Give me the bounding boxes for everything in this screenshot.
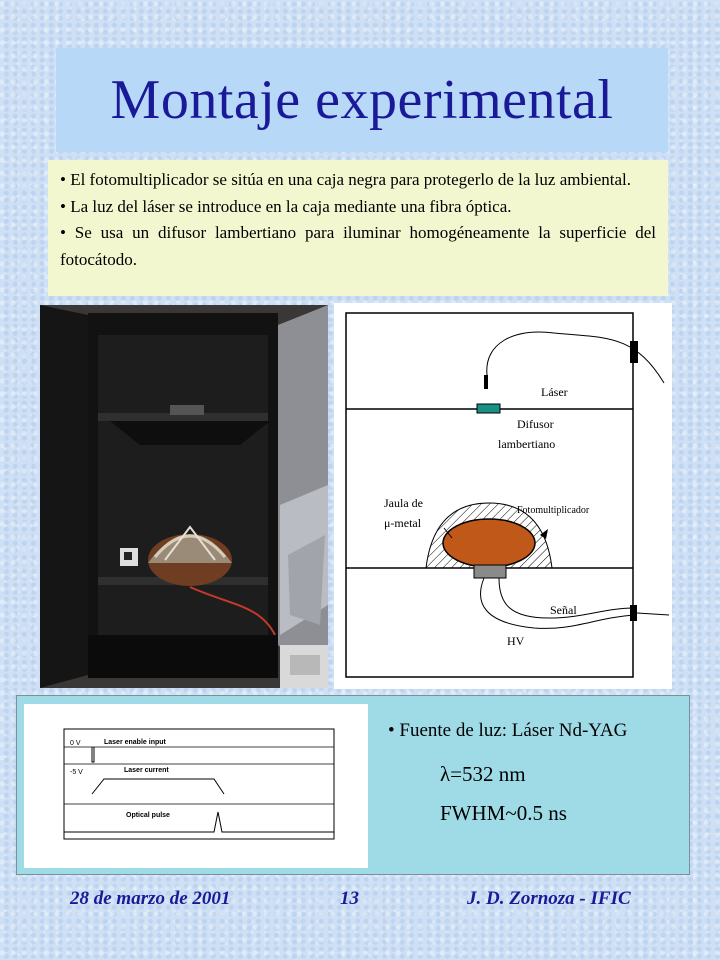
footer-date: 28 de marzo de 2001 bbox=[70, 888, 231, 909]
bullet-item: • Se usa un difusor lambertiano para iluminar homogéneamente la superficie del fotocátodo. bbox=[60, 223, 656, 269]
bullet-item: • La luz del láser se introduce en la caja mediante una fibra óptica. bbox=[60, 196, 512, 216]
optical-pulse-label: Optical pulse bbox=[126, 812, 170, 819]
laser-info bbox=[388, 720, 688, 826]
footer bbox=[0, 888, 720, 918]
enable-input-label: Laser enable input bbox=[104, 739, 166, 746]
pmt-label: Fotomultiplicador bbox=[517, 505, 590, 516]
laser-current-label: Laser current bbox=[124, 767, 169, 774]
wavelength-text: λ=532 nm bbox=[440, 762, 526, 786]
cage-label-line2: μ-metal bbox=[384, 516, 422, 530]
fwhm-text: FWHM~0.5 ns bbox=[440, 801, 567, 825]
page-title: Montaje experimental bbox=[110, 69, 614, 131]
setup-photo bbox=[40, 305, 328, 688]
cage-label-line1: Jaula de bbox=[384, 496, 423, 510]
diffuser-label-line1: Difusor bbox=[517, 417, 554, 431]
footer-page-number: 13 bbox=[340, 888, 359, 909]
hv-label: HV bbox=[507, 634, 525, 648]
diffuser-label-line2: lambertiano bbox=[498, 437, 556, 451]
setup-photo-drawing bbox=[40, 305, 328, 688]
bullet-list bbox=[48, 160, 668, 296]
footer-author: J. D. Zornoza - IFIC bbox=[467, 888, 631, 909]
schematic-drawing bbox=[334, 303, 672, 689]
oscilloscope-drawing bbox=[24, 704, 368, 868]
schematic-diagram bbox=[334, 303, 672, 689]
signal-label: Señal bbox=[550, 603, 577, 617]
oscilloscope-diagram bbox=[24, 704, 368, 868]
minus5v-label: -5 V bbox=[70, 769, 83, 776]
zero-volt-label: 0 V bbox=[70, 740, 81, 747]
title-banner bbox=[56, 48, 668, 152]
laser-label: Láser bbox=[541, 385, 568, 399]
light-source-text: • Fuente de luz: Láser Nd-YAG bbox=[388, 720, 628, 741]
bullet-item: • El fotomultiplicador se sitúa en una caja negra para protegerlo de la luz ambiental. bbox=[60, 170, 631, 189]
